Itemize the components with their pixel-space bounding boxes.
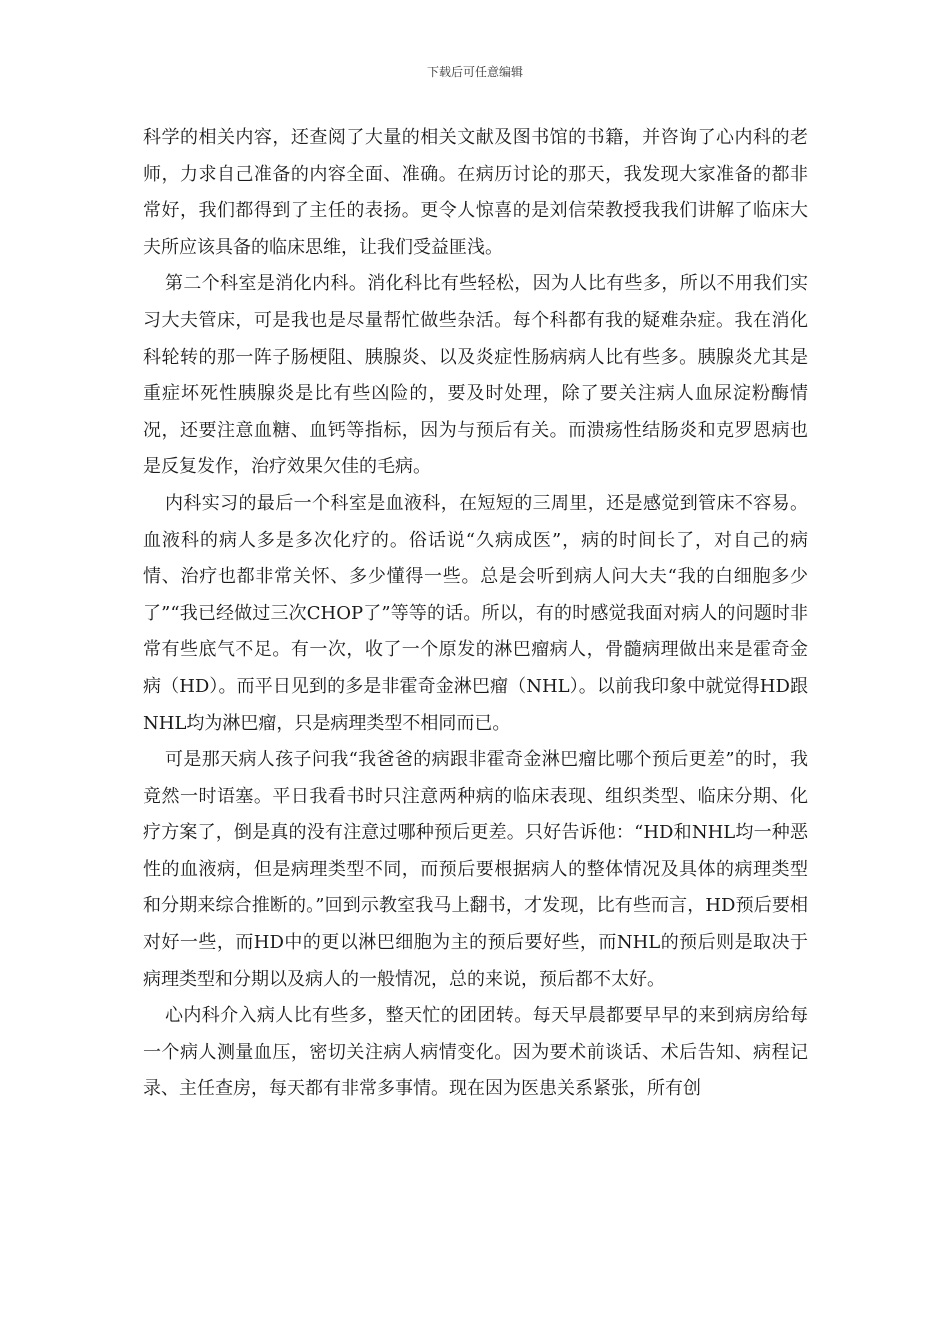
paragraph-5: 心内科介入病人比有些多，整天忙的团团转。每天早晨都要早早的来到病房给每一个病人测量血压，密切关注病人病情变化。因为要术前谈话、术后告知、病程记录、主任查房，每天都有非常多事情。现在因为医患关系紧张，所有创 <box>143 1005 808 1100</box>
paragraph-4: 可是那天病人孩子问我“我爸爸的病跟非霍奇金淋巴瘤比哪个预后更差”的时，我竟然一时语塞。平日我看书时只注意两种病的临床表现、组织类型、临床分期、化疗方案了，倒是真的没有注意过哪种预后更差。只好告诉他：“HD和NHL均一种恶性的血液病，但是病理类型不同，而预后要根据病人的整体情况及具体的病理类型和分期来综合推断的。”回到示教室我马上翻书，才发现，比有些而言，HD预后要相对好一些，而HD中的更以淋巴细胞为主的预后要好些，而NHL的预后则是取决于病理类型和分期以及病人的一般情况，总的来说，预后都不太好。 <box>143 749 808 990</box>
paragraph-1: 科学的相关内容，还查阅了大量的相关文献及图书馆的书籍，并咨询了心内科的老师，力求自己准备的内容全面、准确。在病历讨论的那天，我发现大家准备的都非常好，我们都得到了主任的表扬。更令人惊喜的是刘信荣教授我我们讲解了临床大夫所应该具备的临床思维，让我们受益匪浅。 <box>143 127 808 258</box>
page-header: 下载后可任意编辑 <box>426 65 523 79</box>
paragraph-2: 第二个科室是消化内科。消化科比有些轻松，因为人比有些多，所以不用我们实习大夫管床，可是我也是尽量帮忙做些杂活。每个科都有我的疑难杂症。我在消化科轮转的那一阵子肠梗阻、胰腺炎、以及炎症性肠病病人比有些多。胰腺炎尤其是重症坏死性胰腺炎是比有些凶险的，要及时处理，除了要关注病人血尿淀粉酶情况，还要注意血糖、血钙等指标，因为与预后有关。而溃疡性结肠炎和克罗恩病也是反复发作，治疗效果欠佳的毛病。 <box>143 273 808 478</box>
document-body <box>143 120 808 1108</box>
paragraph-3: 内科实习的最后一个科室是血液科，在短短的三周里，还是感觉到管床不容易。血液科的病人多是多次化疗的。俗话说“久病成医”，病的时间长了，对自己的病情、治疗也都非常关怀、多少懂得一些。总是会听到病人问大夫“我的白细胞多少了”“我已经做过三次CHOP了”等等的话。所以，有的时感觉我面对病人的问题时非常有些底气不足。有一次，收了一个原发的淋巴瘤病人，骨髓病理做出来是霍奇金病（HD）。而平日见到的多是非霍奇金淋巴瘤（NHL）。以前我印象中就觉得HD跟NHL均为淋巴瘤，只是病理类型不相同而已。 <box>143 492 808 734</box>
